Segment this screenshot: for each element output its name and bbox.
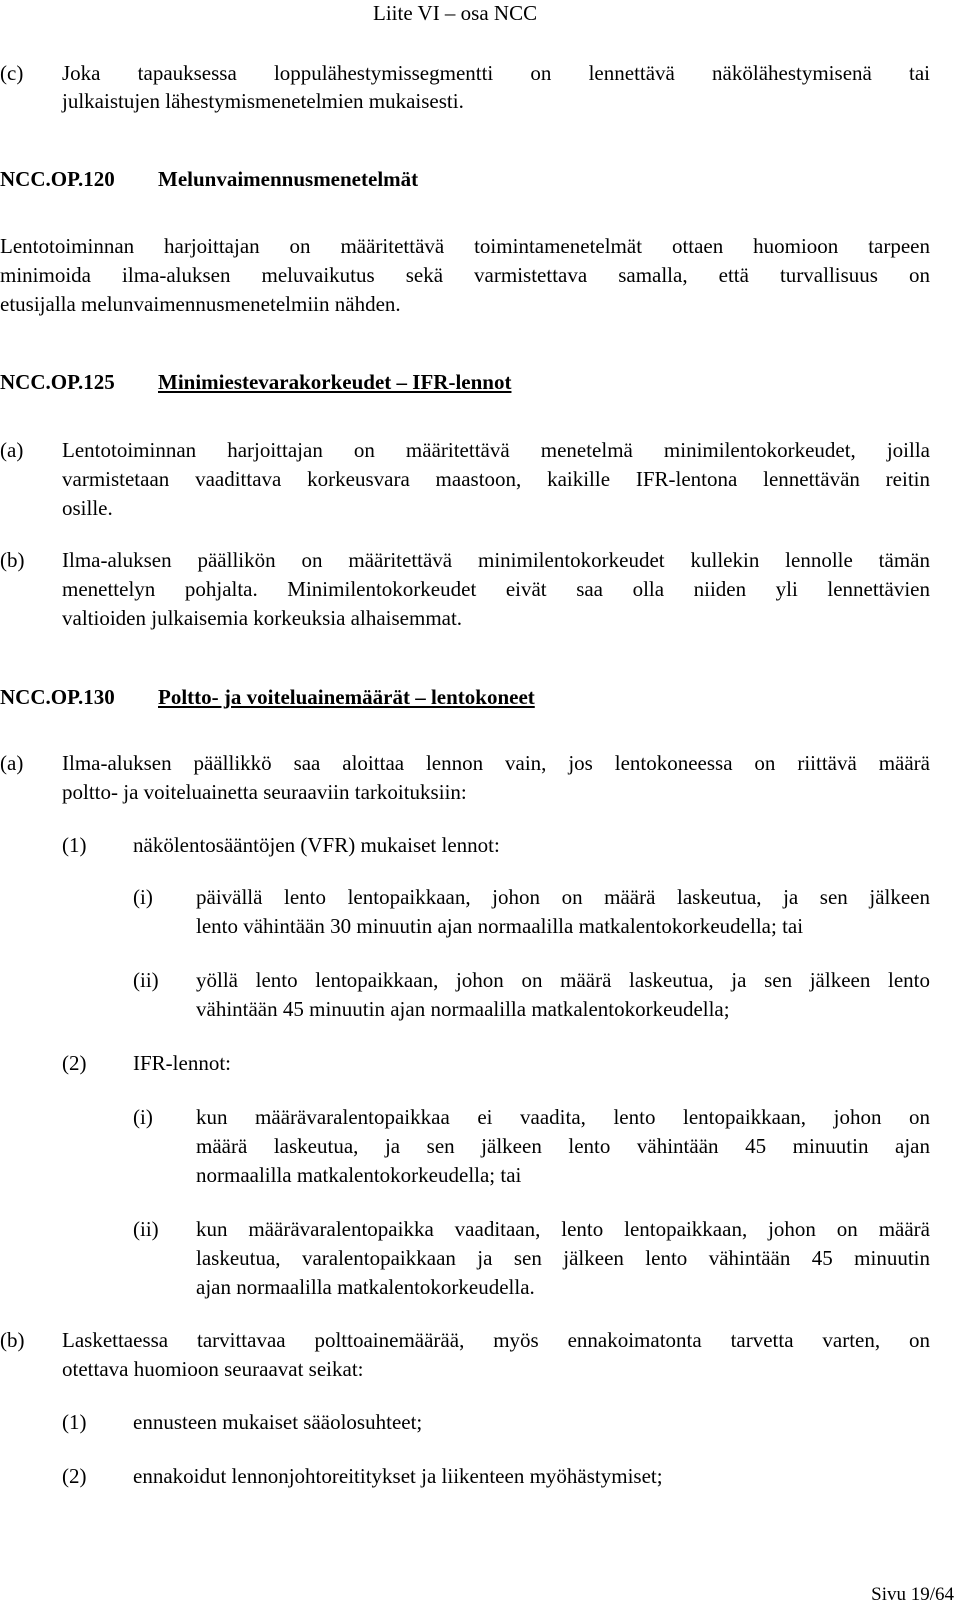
item-label: (ii)	[133, 1217, 159, 1241]
paragraph-line: lento vähintään 30 minuutin ajan normaalilla matkalentokorkeudella; tai	[196, 914, 804, 938]
paragraph-line: poltto- ja voiteluainetta seuraaviin tarkoituksiin:	[62, 780, 467, 804]
paragraph-line: normaalilla matkalentokorkeudella; tai	[196, 1163, 522, 1187]
paragraph-line: yöllä lento lentopaikkaan, johon on määrä laskeutua, ja sen jälkeen lento	[196, 968, 930, 992]
item-label: (i)	[133, 885, 153, 909]
section-title: Poltto- ja voiteluainemäärät – lentokoneet	[158, 685, 535, 709]
paragraph-line: etusijalla melunvaimennusmenetelmiin nähden.	[0, 292, 401, 316]
paragraph-line: varmistetaan vaadittava korkeusvara maastoon, kaikille IFR-lentona lennettävän reitin	[62, 467, 930, 491]
paragraph-line: julkaistujen lähestymismenetelmien mukaisesti.	[62, 89, 464, 113]
paragraph-line: menettelyn pohjalta. Minimilentokorkeudet eivät saa olla niiden yli lennettävien	[62, 577, 930, 601]
section-code: NCC.OP.125	[0, 370, 115, 394]
paragraph-line: otettava huomioon seuraavat seikat:	[62, 1357, 364, 1381]
page-header: Liite VI – osa NCC	[373, 1, 538, 25]
paragraph-line: ennusteen mukaiset sääolosuhteet;	[133, 1410, 423, 1434]
section-code: NCC.OP.120	[0, 167, 115, 191]
item-label: (i)	[133, 1105, 153, 1129]
item-label: (2)	[62, 1464, 87, 1488]
paragraph-line: Joka tapauksessa loppulähestymissegmentti on lennettävä näkölähestymisenä tai	[62, 61, 930, 85]
paragraph-line: ennakoidut lennonjohtoreititykset ja liikenteen myöhästymiset;	[133, 1464, 663, 1488]
item-label: (1)	[62, 1410, 87, 1434]
paragraph-line: Ilma-aluksen päällikkö saa aloittaa lennon vain, jos lentokoneessa on riittävä määrä	[62, 751, 930, 775]
paragraph-line: Laskettaessa tarvittavaa polttoainemäärää, myös ennakoimatonta tarvetta varten, on	[62, 1328, 930, 1352]
paragraph-line: osille.	[62, 496, 113, 520]
paragraph-line: valtioiden julkaisemia korkeuksia alhaisemmat.	[62, 606, 463, 630]
paragraph-line: näkölentosääntöjen (VFR) mukaiset lennot:	[133, 833, 500, 857]
paragraph-line: Lentotoiminnan harjoittajan on määritettävä menetelmä minimilentokorkeudet, joilla	[62, 438, 930, 462]
paragraph-line: kun määrävaralentopaikkaa ei vaadita, lento lentopaikkaan, johon on	[196, 1105, 930, 1129]
item-label: (ii)	[133, 968, 159, 992]
paragraph-line: laskeutua, varalentopaikkaan ja sen jälkeen lento vähintään 45 minuutin	[196, 1246, 930, 1270]
item-label: (b)	[0, 1328, 25, 1352]
page-number: Sivu 19/64	[871, 1584, 954, 1605]
paragraph-line: minimoida ilma-aluksen meluvaikutus sekä varmistettava samalla, että turvallisuus on	[0, 263, 930, 287]
paragraph-line: Lentotoiminnan harjoittajan on määritettävä toimintamenetelmät ottaen huomioon tarpeen	[0, 234, 930, 258]
item-label: (a)	[0, 751, 24, 775]
item-label: (2)	[62, 1051, 87, 1075]
item-label: (1)	[62, 833, 87, 857]
item-label: (a)	[0, 438, 24, 462]
section-title: Minimiestevarakorkeudet – IFR-lennot	[158, 370, 512, 394]
paragraph-line: Ilma-aluksen päällikön on määritettävä minimilentokorkeudet kullekin lennolle tämän	[62, 548, 930, 572]
section-title: Melunvaimennusmenetelmät	[158, 167, 419, 191]
paragraph-line: IFR-lennot:	[133, 1051, 231, 1075]
paragraph-line: määrä laskeutua, ja sen jälkeen lento vähintään 45 minuutin ajan	[196, 1134, 930, 1158]
item-label: (c)	[0, 61, 24, 85]
paragraph-line: ajan normaalilla matkalentokorkeudella.	[196, 1275, 535, 1299]
paragraph-line: vähintään 45 minuutin ajan normaalilla matkalentokorkeudella;	[196, 997, 730, 1021]
section-code: NCC.OP.130	[0, 685, 115, 709]
item-label: (b)	[0, 548, 25, 572]
paragraph-line: päivällä lento lentopaikkaan, johon on määrä laskeutua, ja sen jälkeen	[196, 885, 930, 909]
paragraph-line: kun määrävaralentopaikka vaaditaan, lento lentopaikkaan, johon on määrä	[196, 1217, 930, 1241]
